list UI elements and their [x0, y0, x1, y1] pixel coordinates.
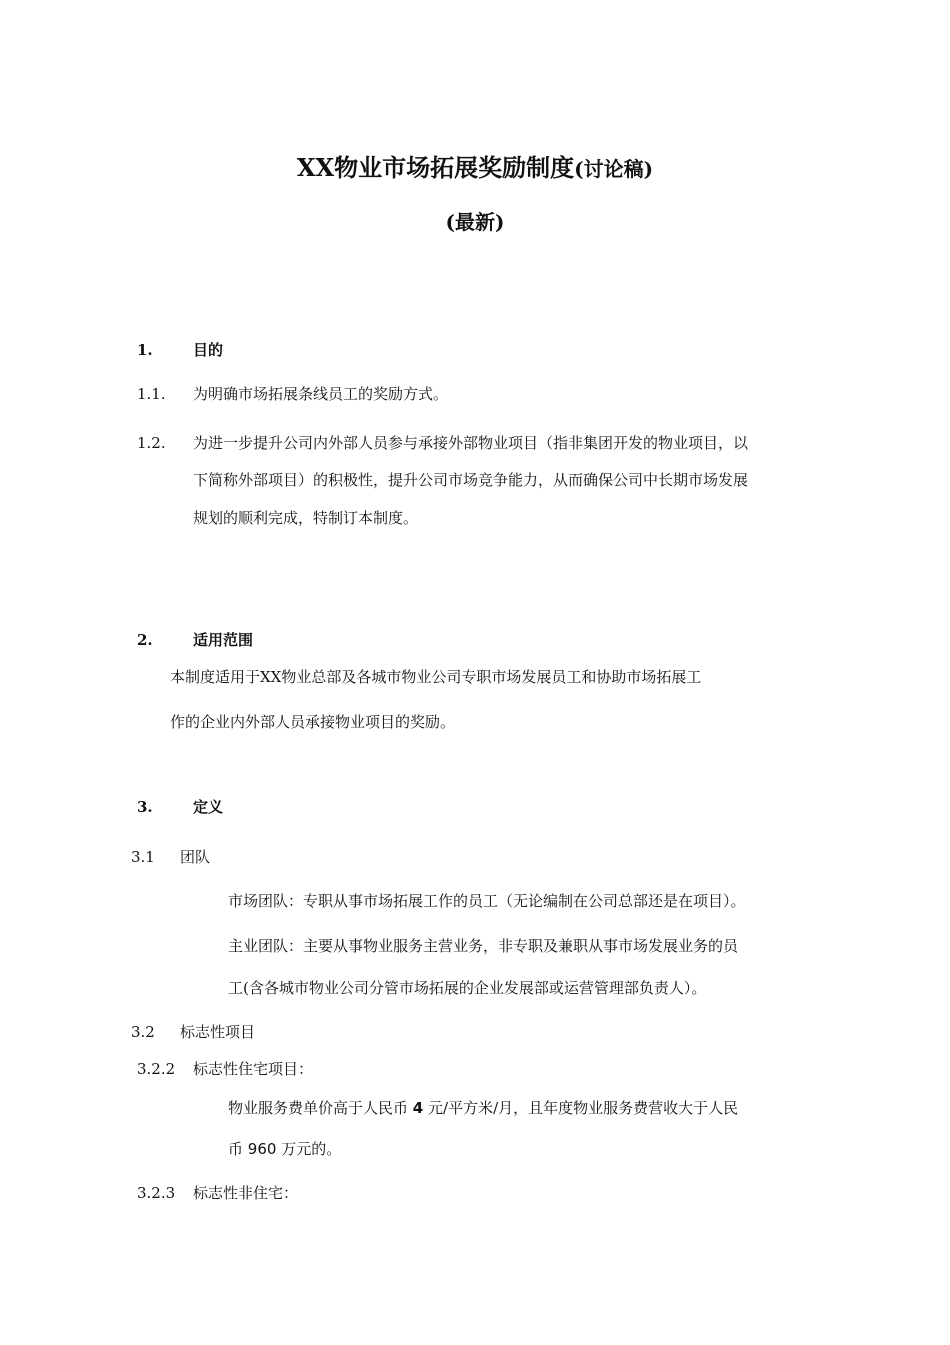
residential-revenue-threshold: 960: [247, 1140, 277, 1158]
section-1-heading: 目的: [193, 341, 224, 359]
section-1-2-line2: 下简称外部项目）的积极性，提升公司市场竞争能力，从而确保公司中长期市场发展: [193, 471, 749, 489]
section-3-number: 3.: [137, 798, 153, 816]
section-3-2-2-number: 3.2.2: [137, 1060, 176, 1078]
main-team-definition-line1: 主业团队：主要从事物业服务主营业务，非专职及兼职从事市场发展业务的员: [228, 937, 739, 955]
section-1-1-text: 为明确市场拓展条线员工的奖励方式。: [193, 385, 449, 403]
residential-criteria-line2: [228, 1139, 341, 1159]
section-3-1-heading: 团队: [180, 848, 211, 866]
section-1-2-line1: 为进一步提升公司内外部人员参与承接外部物业项目（指非集团开发的物业项目，以: [193, 434, 749, 452]
section-1-2-line3: 规划的顺利完成，特制订本制度。: [193, 509, 419, 527]
section-3-2-number: 3.2: [131, 1023, 155, 1041]
document-subtitle: (最新): [445, 210, 505, 234]
section-3-1-number: 3.1: [131, 848, 155, 866]
market-team-definition: 市场团队：专职从事市场拓展工作的员工（无论编制在公司总部还是在项目）。: [228, 892, 746, 910]
section-2-line1: 本制度适用于XX物业总部及各城市物业公司专职市场发展员工和协助市场拓展工: [170, 668, 702, 686]
section-3-2-3-heading: 标志性非住宅：: [193, 1184, 299, 1202]
section-3-2-3-number: 3.2.3: [137, 1184, 176, 1202]
title-suffix: (讨论稿): [574, 157, 654, 181]
section-3-2-heading: 标志性项目: [180, 1023, 256, 1041]
residential-price-threshold: 4: [412, 1099, 424, 1117]
section-2-number: 2.: [137, 631, 153, 649]
section-2-line2: 作的企业内外部人员承接物业项目的奖励。: [170, 713, 456, 731]
residential-criteria-line1-a: 物业服务费单价高于人民币: [228, 1099, 409, 1117]
section-1-2-number: 1.2.: [137, 434, 166, 452]
residential-criteria-line2-a: 币: [228, 1140, 244, 1158]
document-title: [0, 152, 950, 185]
main-team-definition-line2: 工(含各城市物业公司分管市场拓展的企业发展部或运营管理部负责人）。: [228, 979, 707, 997]
section-1-1-number: 1.1.: [137, 385, 166, 403]
title-main: XX物业市场拓展奖励制度: [296, 153, 575, 182]
section-3-heading: 定义: [193, 798, 224, 816]
section-2-heading: 适用范围: [193, 631, 254, 649]
residential-criteria-line1-b: 元/平方米/月，且年度物业服务费营收大于人民: [428, 1099, 739, 1117]
section-3-2-2-heading: 标志性住宅项目：: [193, 1060, 314, 1078]
section-1-number: 1.: [137, 341, 153, 359]
residential-criteria-line2-b: 万元的。: [281, 1140, 342, 1158]
residential-criteria-line1: [228, 1098, 738, 1118]
